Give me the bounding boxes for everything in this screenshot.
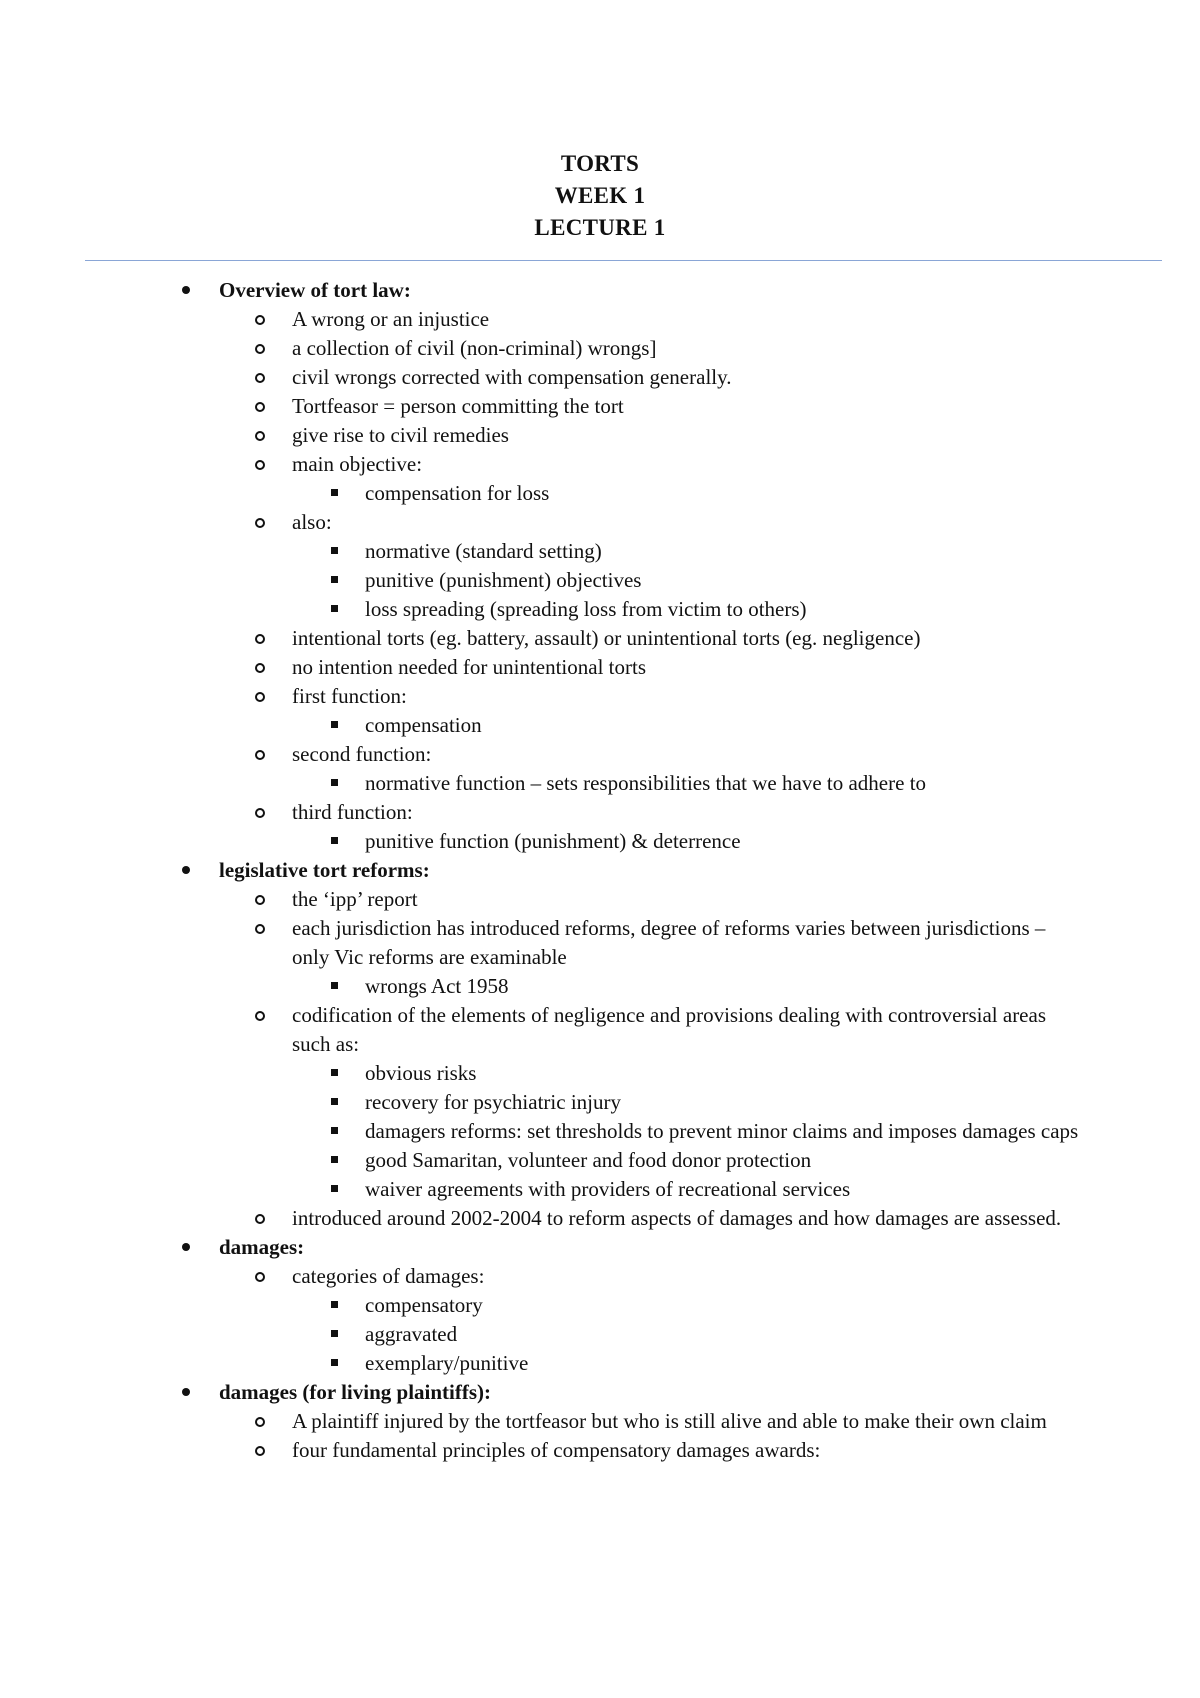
outline-item-text: introduced around 2002-2004 to reform aspects of damages and how damages are assessed. — [292, 1206, 1062, 1230]
square-bullet-icon — [331, 982, 338, 989]
circle-bullet-icon — [255, 431, 265, 441]
outline-item-text: codification of the elements of negligence and provisions dealing with controversial areas such as: — [292, 1003, 1047, 1056]
outline-item-text: damages (for living plaintiffs): — [219, 1380, 492, 1404]
outline-item-level-3 — [0, 1088, 1135, 1117]
outline-item-level-2 — [0, 421, 1062, 450]
square-bullet-icon — [331, 576, 338, 583]
square-bullet-icon — [331, 489, 338, 496]
circle-bullet-icon — [255, 1417, 265, 1427]
outline-item-text: categories of damages: — [292, 1264, 485, 1288]
outline-item-text: normative (standard setting) — [365, 539, 602, 563]
circle-bullet-icon — [255, 373, 265, 383]
disc-bullet-icon — [182, 1388, 190, 1396]
outline-item-text: the ‘ipp’ report — [292, 887, 418, 911]
outline-item-level-3 — [0, 595, 1135, 624]
outline-item-level-1 — [0, 1378, 1200, 1407]
square-bullet-icon — [331, 721, 338, 728]
outline-item-text: compensation — [365, 713, 482, 737]
outline-item-text: exemplary/punitive — [365, 1351, 529, 1375]
circle-bullet-icon — [255, 692, 265, 702]
outline-item-level-2 — [0, 305, 1062, 334]
outline-item-text: wrongs Act 1958 — [365, 974, 509, 998]
outline-item-text: loss spreading (spreading loss from victim to others) — [365, 597, 807, 621]
outline-item-level-2 — [0, 740, 1062, 769]
outline-item-level-3 — [0, 1175, 1135, 1204]
square-bullet-icon — [331, 1098, 338, 1105]
outline-item-text: third function: — [292, 800, 413, 824]
outline-item-level-3 — [0, 1059, 1135, 1088]
outline-item-text: punitive (punishment) objectives — [365, 568, 642, 592]
circle-bullet-icon — [255, 663, 265, 673]
outline-item-level-2 — [0, 1436, 1062, 1465]
square-bullet-icon — [331, 1127, 338, 1134]
circle-bullet-icon — [255, 315, 265, 325]
outline-item-level-3 — [0, 479, 1135, 508]
square-bullet-icon — [331, 1359, 338, 1366]
outline-item-text: give rise to civil remedies — [292, 423, 509, 447]
outline-item-level-2 — [0, 914, 1062, 972]
square-bullet-icon — [331, 837, 338, 844]
square-bullet-icon — [331, 1330, 338, 1337]
square-bullet-icon — [331, 1069, 338, 1076]
outline-item-text: damagers reforms: set thresholds to prevent minor claims and imposes damages caps — [365, 1119, 1079, 1143]
disc-bullet-icon — [182, 866, 190, 874]
outline-item-text: legislative tort reforms: — [219, 858, 430, 882]
circle-bullet-icon — [255, 924, 265, 934]
square-bullet-icon — [331, 1301, 338, 1308]
circle-bullet-icon — [255, 1214, 265, 1224]
outline-item-level-2 — [0, 885, 1062, 914]
document-title — [0, 148, 1200, 244]
outline-item-level-2 — [0, 1262, 1062, 1291]
circle-bullet-icon — [255, 344, 265, 354]
outline-item-level-3 — [0, 827, 1135, 856]
horizontal-divider — [85, 260, 1162, 261]
outline-item-level-3 — [0, 711, 1135, 740]
outline-item-text: aggravated — [365, 1322, 458, 1346]
outline-item-text: no intention needed for unintentional torts — [292, 655, 647, 679]
outline-item-text: recovery for psychiatric injury — [365, 1090, 621, 1114]
outline-item-text: a collection of civil (non-criminal) wrongs] — [292, 336, 657, 360]
outline-item-level-2 — [0, 1407, 1062, 1436]
outline-item-level-2 — [0, 334, 1062, 363]
outline-item-text: normative function – sets responsibilities that we have to adhere to — [365, 771, 927, 795]
title-line-1: TORTS — [560, 151, 640, 176]
circle-bullet-icon — [255, 402, 265, 412]
square-bullet-icon — [331, 1156, 338, 1163]
outline-item-text: Overview of tort law: — [219, 278, 411, 302]
outline-item-text: damages: — [219, 1235, 305, 1259]
circle-bullet-icon — [255, 808, 265, 818]
outline-item-text: civil wrongs corrected with compensation generally. — [292, 365, 732, 389]
disc-bullet-icon — [182, 1243, 190, 1251]
outline-item-level-2 — [0, 624, 1062, 653]
outline-item-text: four fundamental principles of compensatory damages awards: — [292, 1438, 821, 1462]
outline-item-level-2 — [0, 392, 1062, 421]
circle-bullet-icon — [255, 634, 265, 644]
outline-item-level-3 — [0, 566, 1135, 595]
outline-item-level-2 — [0, 653, 1062, 682]
outline-item-text: main objective: — [292, 452, 423, 476]
outline-item-level-3 — [0, 1349, 1135, 1378]
outline-item-text: compensation for loss — [365, 481, 550, 505]
outline-item-level-2 — [0, 682, 1062, 711]
square-bullet-icon — [331, 605, 338, 612]
outline-item-text: good Samaritan, volunteer and food donor protection — [365, 1148, 812, 1172]
square-bullet-icon — [331, 1185, 338, 1192]
circle-bullet-icon — [255, 1446, 265, 1456]
outline-item-text: waiver agreements with providers of recreational services — [365, 1177, 851, 1201]
outline-item-text: compensatory — [365, 1293, 483, 1317]
outline-item-text: obvious risks — [365, 1061, 477, 1085]
outline-item-level-2 — [0, 363, 1062, 392]
outline-item-level-1 — [0, 856, 1200, 885]
outline-item-level-2 — [0, 1204, 1062, 1233]
outline-item-level-2 — [0, 798, 1062, 827]
circle-bullet-icon — [255, 895, 265, 905]
outline-item-level-3 — [0, 1291, 1135, 1320]
title-line-2: WEEK 1 — [554, 183, 646, 208]
outline-item-text: first function: — [292, 684, 407, 708]
outline-item-level-3 — [0, 769, 1135, 798]
square-bullet-icon — [331, 547, 338, 554]
circle-bullet-icon — [255, 518, 265, 528]
outline-item-text: Tortfeasor = person committing the tort — [292, 394, 624, 418]
outline-item-text: A plaintiff injured by the tortfeasor but who is still alive and able to make their own claim — [292, 1409, 1047, 1433]
outline-item-level-3 — [0, 1320, 1135, 1349]
title-line-3: LECTURE 1 — [534, 215, 666, 240]
outline-item-level-3 — [0, 972, 1135, 1001]
outline-item-text: also: — [292, 510, 332, 534]
outline-item-level-2 — [0, 1001, 1062, 1059]
circle-bullet-icon — [255, 1011, 265, 1021]
outline-item-level-3 — [0, 537, 1135, 566]
circle-bullet-icon — [255, 1272, 265, 1282]
circle-bullet-icon — [255, 750, 265, 760]
lecture-outline — [0, 276, 1200, 1465]
outline-item-level-3 — [0, 1146, 1135, 1175]
outline-item-text: A wrong or an injustice — [292, 307, 490, 331]
outline-item-level-2 — [0, 450, 1062, 479]
outline-item-text: punitive function (punishment) & deterrence — [365, 829, 741, 853]
circle-bullet-icon — [255, 460, 265, 470]
outline-item-text: intentional torts (eg. battery, assault) or unintentional torts (eg. negligence) — [292, 626, 921, 650]
outline-item-level-1 — [0, 276, 1200, 305]
outline-item-level-2 — [0, 508, 1062, 537]
disc-bullet-icon — [182, 286, 190, 294]
outline-item-text: each jurisdiction has introduced reforms, degree of reforms varies between jurisdictions – only Vic reforms are examinable — [292, 916, 1046, 969]
square-bullet-icon — [331, 779, 338, 786]
outline-item-text: second function: — [292, 742, 432, 766]
outline-item-level-3 — [0, 1117, 1135, 1146]
outline-item-level-1 — [0, 1233, 1200, 1262]
